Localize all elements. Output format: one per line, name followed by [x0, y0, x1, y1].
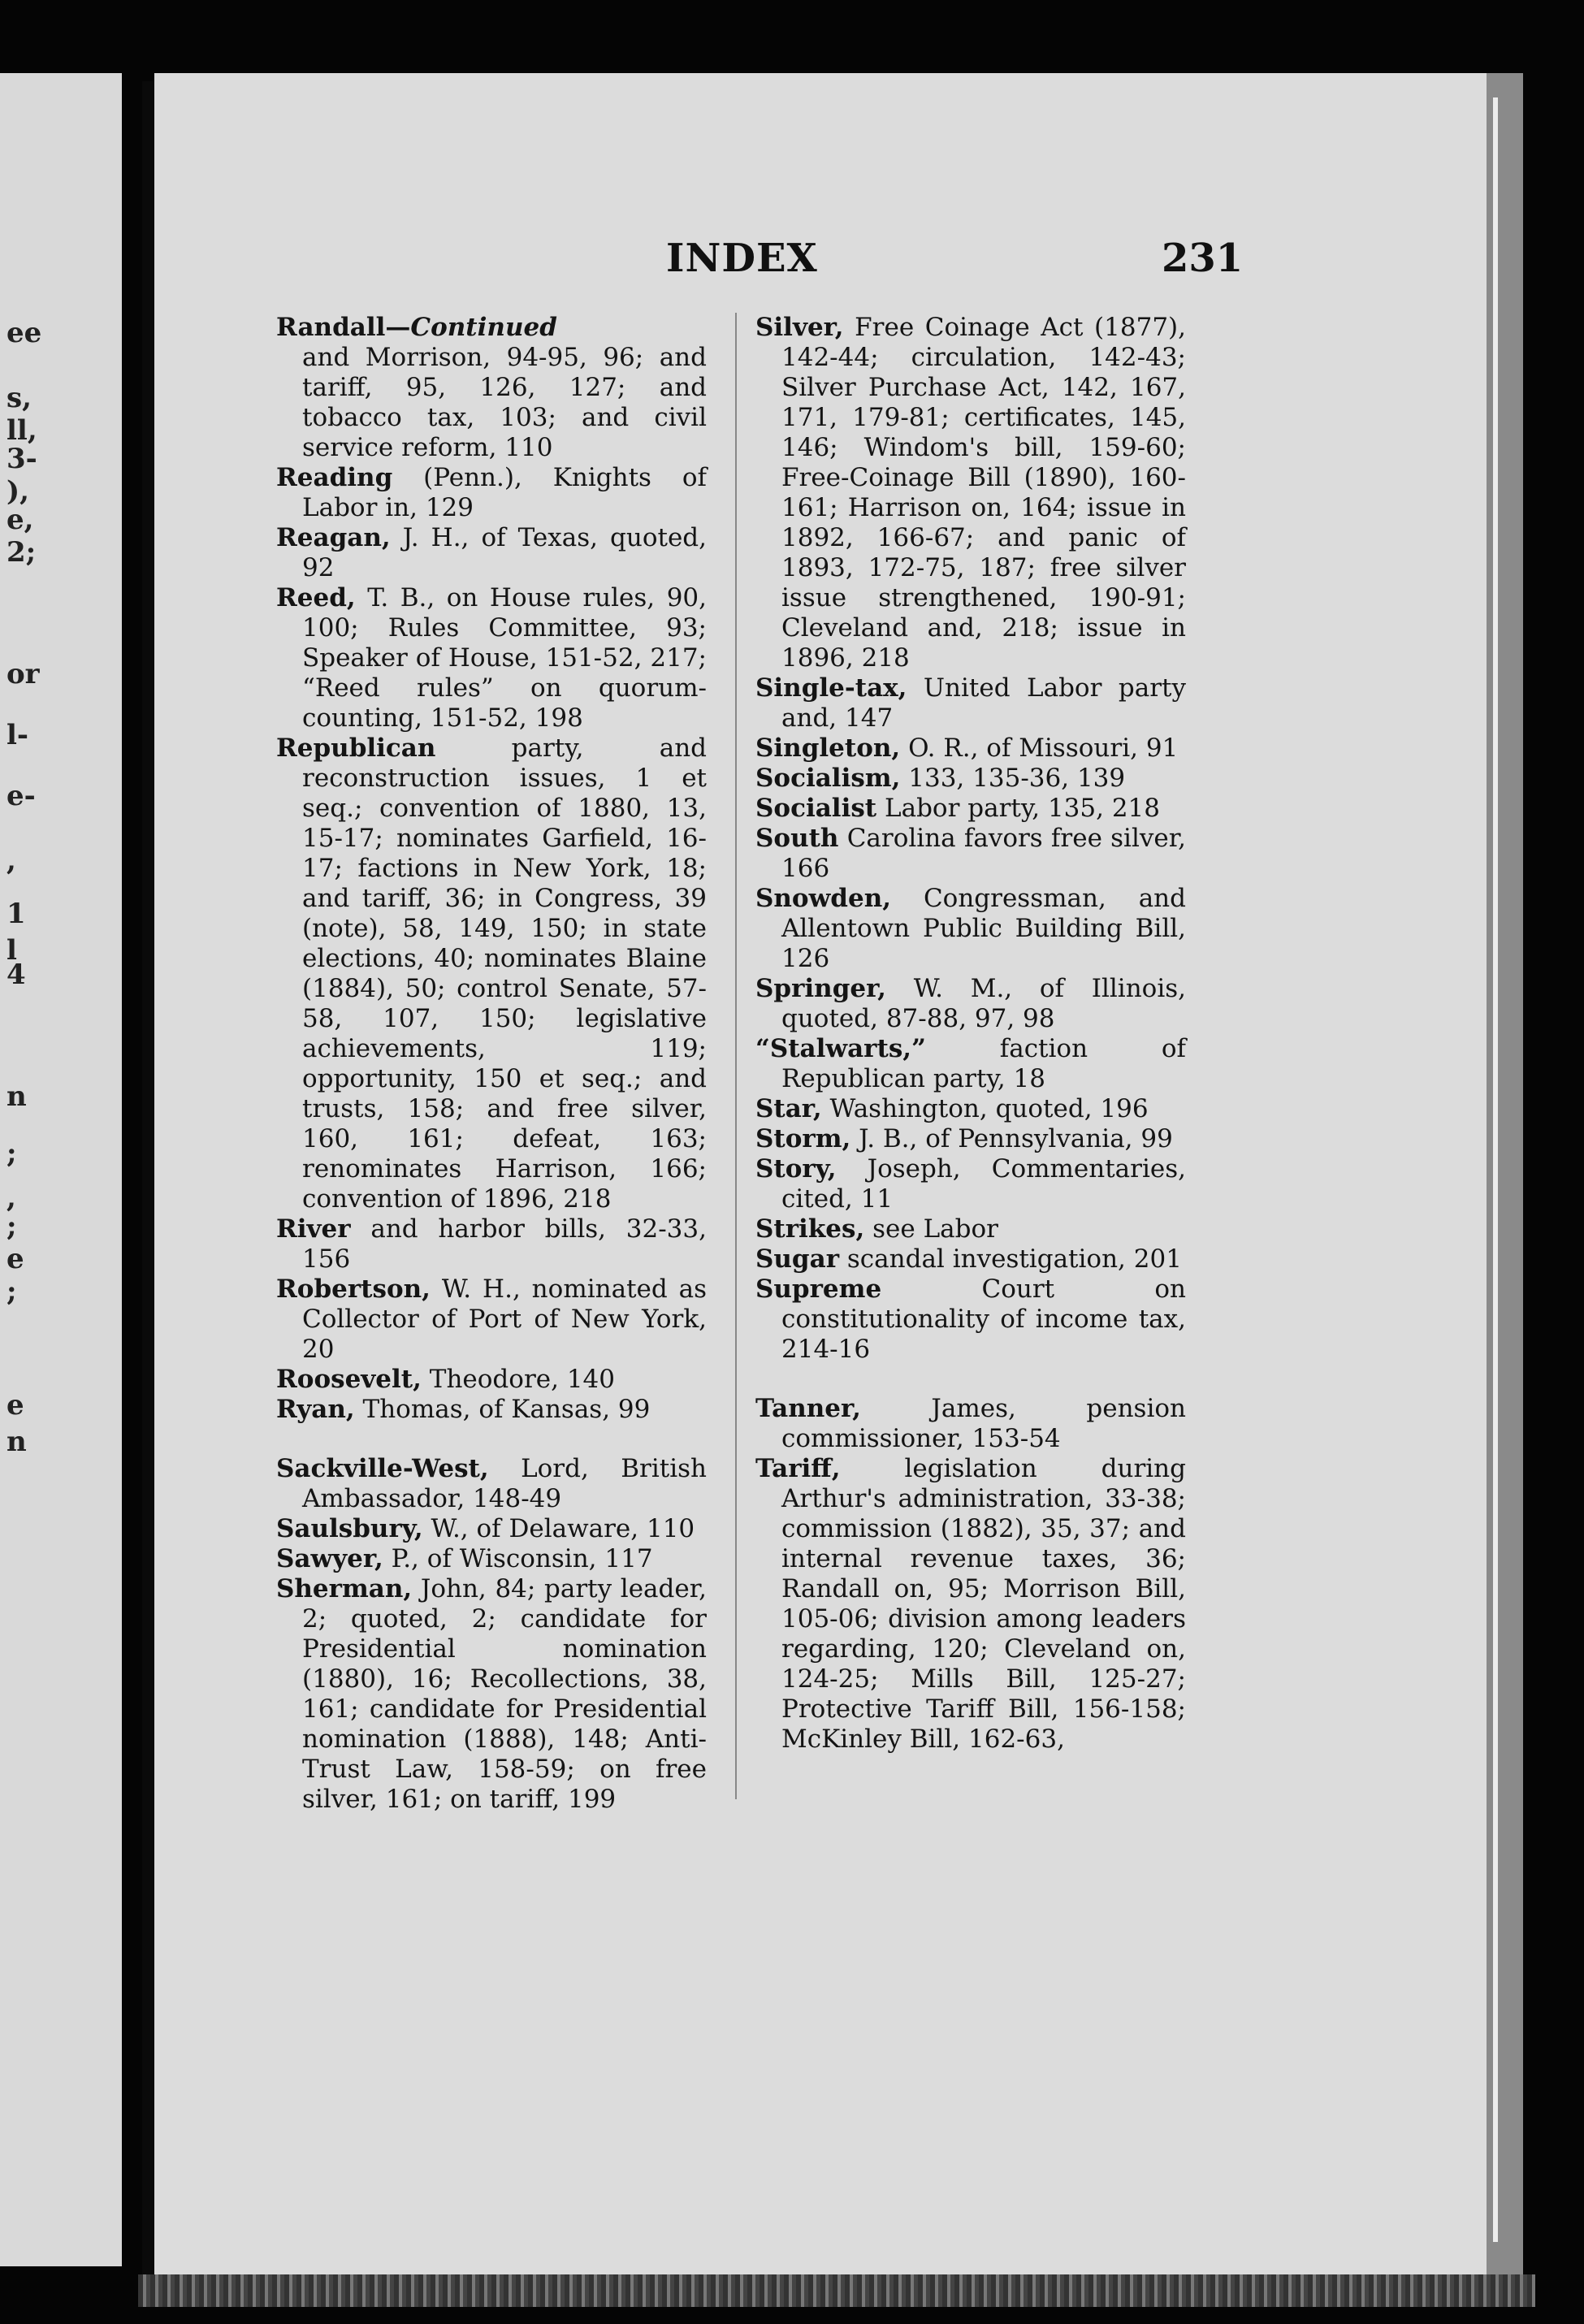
index-entry	[276, 1214, 707, 1275]
index-entry-heading: Reading	[276, 463, 393, 492]
facing-page-fragment: e	[6, 1243, 24, 1275]
index-entry-heading: Saulsbury,	[276, 1514, 423, 1543]
index-entry-text: United Labor party and, 147	[781, 673, 1186, 733]
index-entry	[755, 1214, 1186, 1244]
index-entry-text: and harbor bills, 32-33, 156	[302, 1214, 707, 1274]
facing-page-fragment: or	[6, 658, 40, 690]
facing-page-fragment: s,	[6, 382, 32, 414]
index-entry	[276, 583, 707, 734]
index-entry-heading: “Stalwarts,”	[755, 1034, 926, 1063]
page-bottom-edge	[138, 2274, 1535, 2307]
facing-page-fragment: 1	[6, 898, 26, 930]
index-entry	[276, 1574, 707, 1815]
index-entry-text: 133, 135-36, 139	[908, 764, 1126, 793]
index-entry-text: Free Coinage Act (1877), 142-44; circulation, 142-43; Silver Purchase Act, 142, 167, 171, 179-81; certificates, 145, 146; Windom's bill, 159-60; Free-Coinage Bill (1890), 160-161; Harrison on, 164; issue in 1892, 166-67; and panic of 1893, 172-75, 187; free silver issue strengthened, 190-91; Cleveland and, 218; issue in 1896, 218	[781, 313, 1186, 673]
index-entry-text: and Morrison, 94-95, 96; and tariff, 95, 126, 127; and tobacco tax, 103; and civil service reform, 110	[302, 343, 707, 462]
index-entry-heading: Silver,	[755, 313, 844, 342]
index-entry	[276, 1395, 707, 1425]
index-entry	[276, 463, 707, 523]
index-entry-heading: Randall—	[276, 313, 411, 342]
index-entry-text: J. H., of Texas, quoted, 92	[302, 523, 707, 582]
facing-page-fragment: e	[6, 1389, 24, 1422]
index-entry-heading: Single-tax,	[755, 673, 907, 703]
index-entry	[755, 1034, 1186, 1094]
index-entry	[276, 1275, 707, 1365]
index-entry-text: scandal investigation, 201	[846, 1244, 1182, 1274]
index-entry-text: O. R., of Missouri, 91	[908, 734, 1179, 763]
page-number: 231	[1162, 236, 1244, 281]
index-entry-text: Theodore, 140	[429, 1365, 615, 1394]
index-entry	[755, 1244, 1186, 1275]
index-entry-text: Court on constitutionality of income tax, 214-16	[781, 1275, 1186, 1364]
facing-page-fragment: l	[6, 934, 17, 967]
index-entry-heading: Roosevelt,	[276, 1365, 422, 1394]
index-entry-text: Washington, quoted, 196	[829, 1094, 1149, 1123]
index-entry	[755, 1124, 1186, 1154]
index-entry	[755, 673, 1186, 734]
index-entry	[755, 824, 1186, 884]
index-entry-text: W., of Delaware, 110	[431, 1514, 695, 1543]
index-entry-heading: Sawyer,	[276, 1544, 383, 1573]
index-entry-text: W. H., nominated as Collector of Port of New York, 20	[302, 1275, 708, 1364]
facing-page-fragment: ;	[6, 1275, 17, 1308]
index-column-left	[276, 313, 707, 1815]
index-column-right	[755, 313, 1186, 1755]
index-entry	[276, 1544, 707, 1574]
index-entry-text: John, 84; party leader, 2; quoted, 2; candidate for Presidential nomination (1880), 16; Recollections, 38, 161; candidate for Presidential nomination (1888), 148; Anti-Trust Law, 158-59; on free silver, 161; on tariff, 199	[302, 1574, 707, 1814]
page-title: INDEX	[666, 236, 818, 281]
facing-page-fragment: n	[6, 1426, 27, 1458]
index-entry-heading: Socialist	[755, 794, 877, 823]
column-divider	[735, 313, 737, 1799]
facing-page-fragment: ;	[6, 1137, 17, 1170]
index-entry-text: Carolina favors free silver, 166	[781, 824, 1186, 883]
index-entry-text: J. B., of Pennsylvania, 99	[859, 1124, 1173, 1153]
index-entry	[755, 734, 1186, 764]
index-entry	[276, 1454, 707, 1514]
index-entry-text: P., of Wisconsin, 117	[391, 1544, 653, 1573]
index-entry-heading: Strikes,	[755, 1214, 865, 1244]
facing-page-fragment: 3-	[6, 443, 37, 475]
index-entry-text: Joseph, Commentaries, cited, 11	[781, 1154, 1186, 1214]
index-entry-text: T. B., on House rules, 90, 100; Rules Committee, 93; Speaker of House, 151-52, 217; “Reed rules” on quorum-counting, 151-52, 198	[302, 583, 707, 733]
facing-page-fragment: ,	[6, 845, 16, 877]
index-entry-heading: Tanner,	[755, 1394, 861, 1423]
facing-page-fragment: ee	[6, 317, 42, 349]
index-entry	[276, 1365, 707, 1395]
index-entry-text: faction of Republican party, 18	[781, 1034, 1187, 1093]
facing-page-fragment: 2;	[6, 536, 37, 569]
index-entry-heading: Springer,	[755, 974, 886, 1003]
index-entry-heading: Tariff,	[755, 1454, 841, 1483]
index-entry	[755, 1154, 1186, 1214]
index-entry-heading: Singleton,	[755, 734, 901, 763]
index-entry-text: James, pension commissioner, 153-54	[781, 1394, 1186, 1453]
index-entry	[755, 1394, 1186, 1454]
facing-page-fragment: ;	[6, 1210, 17, 1243]
index-entry	[276, 523, 707, 583]
index-entry-heading: Storm,	[755, 1124, 851, 1153]
index-entry-heading: Snowden,	[755, 884, 892, 913]
index-entry-heading: Story,	[755, 1154, 837, 1184]
index-entry	[276, 343, 707, 463]
facing-page-fragment: ,	[6, 1182, 16, 1214]
page-edge-shadow	[1487, 73, 1523, 2283]
index-entry-heading: Reed,	[276, 583, 356, 612]
facing-page-fragment: 4	[6, 959, 26, 991]
index-entry	[755, 1275, 1186, 1365]
facing-page-fragment: l-	[6, 719, 29, 751]
index-entry-heading: Supreme	[755, 1275, 882, 1304]
letter-group-gap	[276, 1425, 707, 1454]
index-entry-text: Lord, British Ambassador, 148-49	[302, 1454, 707, 1513]
index-entry-text: legislation during Arthur's administration, 33-38; commission (1882), 35, 37; and internal revenue taxes, 36; Randall on, 95; Morrison Bill, 105-06; division among leaders regarding, 120; Cleveland on, 124-25; Mills Bill, 125-27; Protective Tariff Bill, 156-158; McKinley Bill, 162-63,	[781, 1454, 1186, 1754]
page-edge-highlight	[1493, 97, 1498, 2242]
index-entry-heading: Socialism,	[755, 764, 901, 793]
index-entry-heading: Sugar	[755, 1244, 840, 1274]
index-entry	[755, 1094, 1186, 1124]
index-entry-text: W. M., of Illinois, quoted, 87-88, 97, 98	[781, 974, 1186, 1033]
index-entry-text: party, and reconstruction issues, 1 et seq.; convention of 1880, 13, 15-17; nominates Garfield, 16-17; factions in New York, 18; and tariff, 36; in Congress, 39 (note), 58, 149, 150; in state elections, 40; nominates Blaine (1884), 50; control Senate, 57-58, 107, 150; legislative achievements, 119; opportunity, 150 et seq.; and trusts, 158; and free silver, 160, 161; defeat, 163; renominates Harrison, 166; convention of 1896, 218	[302, 734, 708, 1214]
index-entry-text: see Labor	[872, 1214, 998, 1244]
index-entry	[276, 734, 707, 1214]
index-entry	[755, 313, 1186, 673]
index-entry-text: (Penn.), Knights of Labor in, 129	[302, 463, 707, 522]
index-entry-continued: Continued	[410, 313, 557, 342]
index-entry-text: Thomas, of Kansas, 99	[362, 1395, 651, 1424]
index-entry-text: Congressman, and Allentown Public Building Bill, 126	[781, 884, 1186, 973]
index-entry	[755, 1454, 1186, 1755]
index-entry	[755, 974, 1186, 1034]
facing-page-fragment: ll,	[6, 414, 37, 447]
index-entry-heading: Sherman,	[276, 1574, 413, 1603]
index-entry-heading: Reagan,	[276, 523, 391, 552]
index-entry-heading: Ryan,	[276, 1395, 355, 1424]
facing-page-fragment: n	[6, 1080, 27, 1113]
index-entry	[755, 764, 1186, 794]
index-entry-heading: River	[276, 1214, 351, 1244]
index-entry-heading: Republican	[276, 734, 436, 763]
index-entry-heading: Sackville-West,	[276, 1454, 489, 1483]
index-entry	[276, 1514, 707, 1544]
index-entry	[276, 313, 707, 343]
index-entry-heading: Star,	[755, 1094, 822, 1123]
index-entry-text: Labor party, 135, 218	[885, 794, 1161, 823]
running-head	[154, 236, 1495, 284]
facing-page-fragment: e,	[6, 504, 34, 536]
facing-page-fragment: e-	[6, 780, 36, 812]
index-entry-heading: South	[755, 824, 839, 853]
index-entry-heading: Robertson,	[276, 1275, 431, 1304]
index-entry	[755, 794, 1186, 824]
letter-group-gap	[755, 1365, 1186, 1394]
facing-page-fragment: ),	[6, 475, 29, 508]
index-entry	[755, 884, 1186, 974]
